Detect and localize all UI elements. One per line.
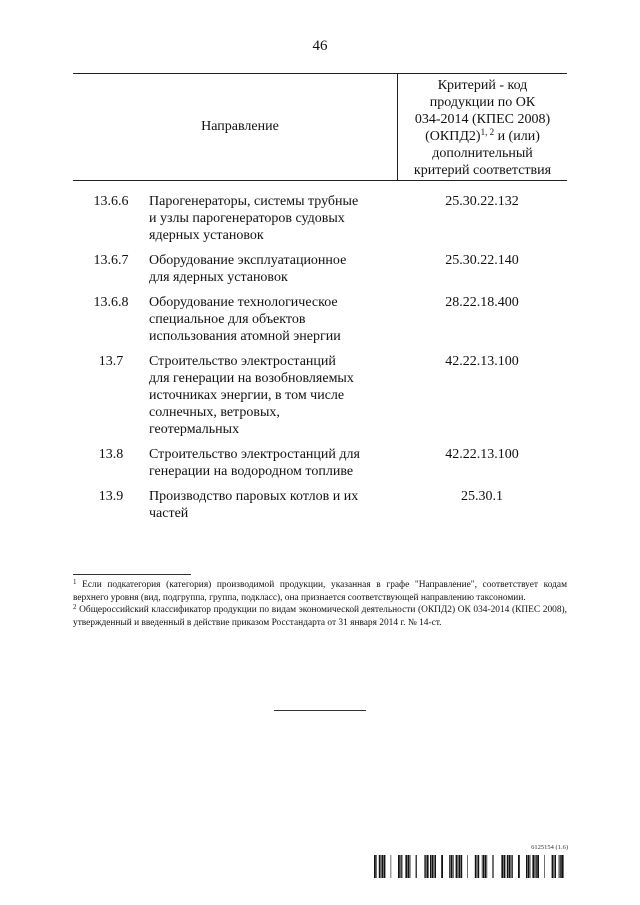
direction-line: геотермальных [149,422,240,437]
footnote-text: Если подкатегория (категория) производимой продукции, указанная в графе "Направление", соответствует кодам верхнего уровня (вид, подгруппа, группа, подкласс), она признается соответствующей направлению таксономии. [73,580,567,603]
direction-line: источниках энергии, в том числе [149,388,345,403]
and-or-label: и (или) [494,129,540,144]
direction-line: и узлы парогенераторов судовых [149,211,345,226]
footnote-1 [73,579,567,604]
table-row [73,353,567,438]
row-code: 13.6.6 [93,194,129,209]
row-criterion: 25.30.22.132 [445,194,519,209]
direction-line: Оборудование технологическое [149,295,338,310]
taxonomy-table [73,73,567,530]
row-criterion: 25.30.1 [461,489,503,504]
row-direction [149,353,397,438]
row-direction [149,446,397,480]
table-row [73,252,567,286]
row-direction [149,294,397,345]
header-direction: Направление [201,119,279,134]
footnote-divider [73,574,191,575]
end-divider [274,710,366,711]
row-criterion: 28.22.18.400 [445,295,519,310]
header-criterion-line: Критерий - код [437,78,528,93]
okpd-label: (ОКПД2) [425,129,481,144]
footnote-2 [73,604,567,629]
direction-line: специальное для объектов [149,312,306,327]
row-code: 13.6.7 [93,253,129,268]
direction-line: ядерных установок [149,228,264,243]
header-criterion-line: дополнительный [432,146,533,161]
row-direction [149,252,397,286]
footnote-text: Общероссийский классификатор продукции по видам экономической деятельности (ОКПД2) ОК 034-2014 (КПЕС 2008), утвержденный и введенный в действие приказом Росстандарта от 31 января 2014 г. № 14-ст. [73,605,568,628]
row-code: 13.9 [98,489,124,504]
footnote-mark: 2 [73,603,77,611]
row-direction [149,193,397,244]
row-code: 13.8 [98,447,124,462]
row-code: 13.7 [98,354,124,369]
header-criterion-line: продукции по ОК [429,95,536,110]
direction-line: Строительство электростанций для [149,447,360,462]
row-criterion: 42.22.13.100 [445,447,519,462]
direction-line: Парогенераторы, системы трубные [149,194,359,209]
direction-line: для генерации на возобновляемых [149,371,354,386]
header-criterion-line: 034-2014 (КПЕС 2008) [414,112,551,127]
footnote-ref: 1, 2 [480,127,495,137]
table-row [73,294,567,345]
direction-line: частей [149,506,189,521]
header-criterion [397,74,567,180]
direction-line: Производство паровых котлов и их [149,489,359,504]
direction-line: Оборудование эксплуатационное [149,253,347,268]
table-body [73,181,567,522]
direction-line: для ядерных установок [149,270,288,285]
barcode-icon [374,855,567,878]
table-row [73,488,567,522]
table-header [73,73,567,181]
header-criterion-line: критерий соответствия [413,163,552,178]
direction-line: использования атомной энергии [149,329,341,344]
direction-line: Строительство электростанций [149,354,336,369]
row-direction [149,488,397,522]
direction-line: генерации на водородном топливе [149,464,354,479]
table-row [73,446,567,480]
row-code: 13.6.8 [93,295,129,310]
footnotes [73,579,567,629]
table-row [73,193,567,244]
document-id: 6125154 (1.6) [531,844,568,851]
page-number: 46 [312,38,328,54]
direction-line: солнечных, ветровых, [149,405,280,420]
row-criterion: 25.30.22.140 [445,253,519,268]
header-criterion-line [398,128,567,145]
footnote-mark: 1 [73,578,77,586]
row-criterion: 42.22.13.100 [445,354,519,369]
